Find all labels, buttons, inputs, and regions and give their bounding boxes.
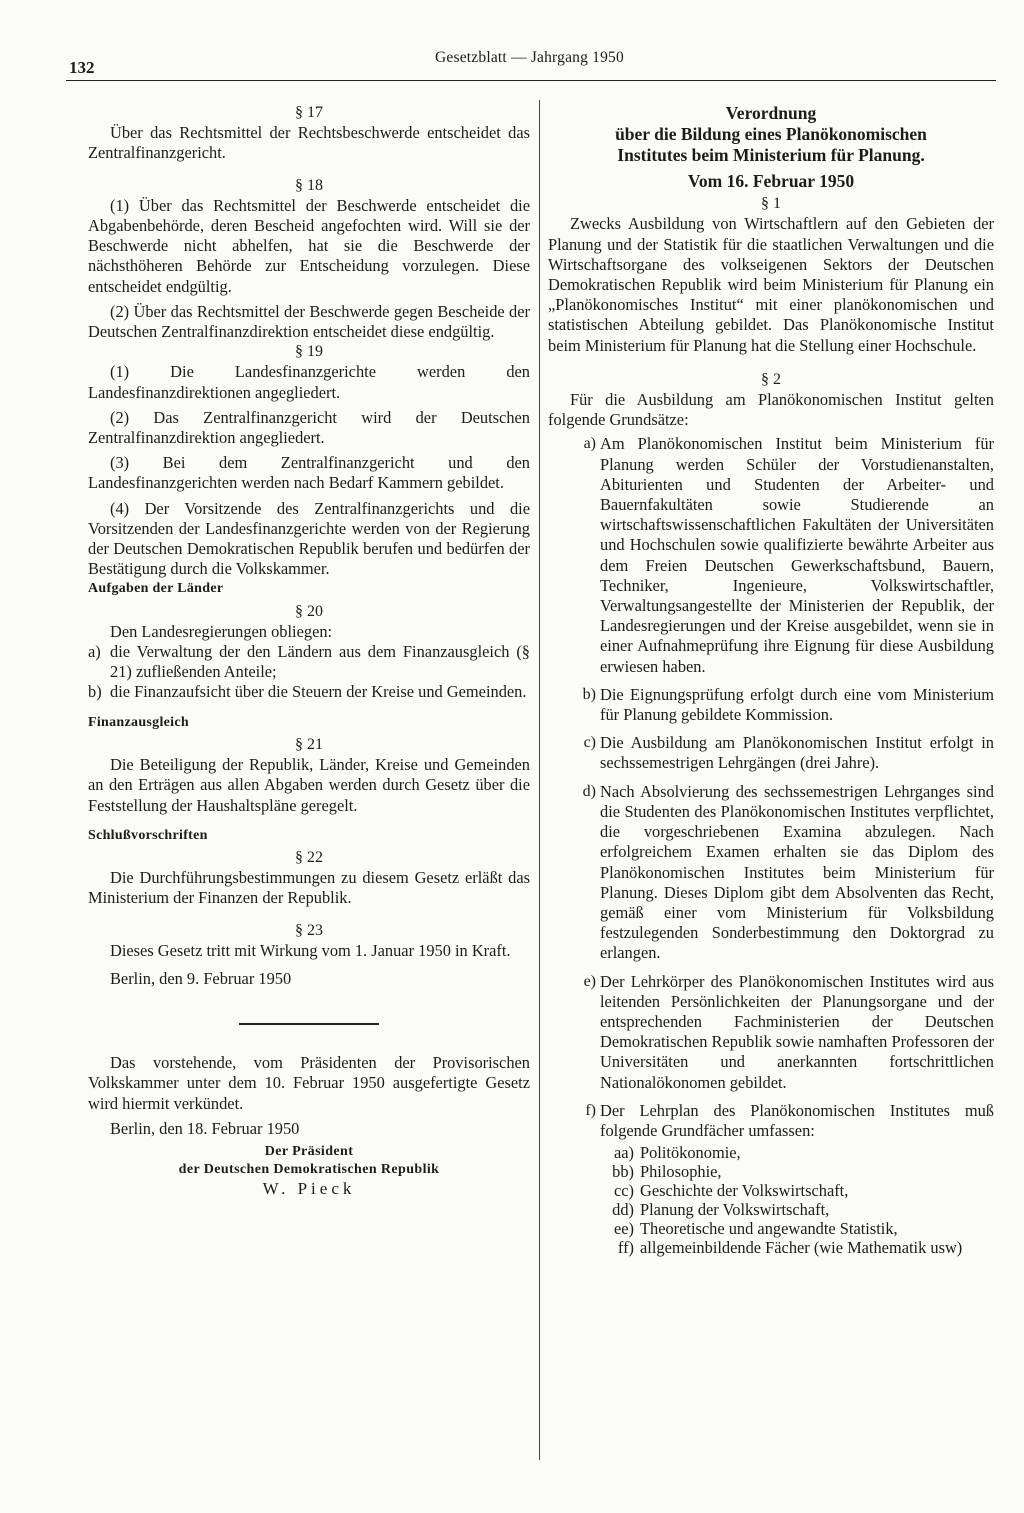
section-17-text: Über das Rechtsmittel der Rechtsbeschwerde entscheidet das Zentralfinanzgericht. — [88, 123, 530, 163]
section-2-intro: Für die Ausbildung am Planökonomischen Institut gelten folgende Grundsätze: — [548, 390, 994, 430]
list-item — [548, 434, 994, 676]
list-marker: e) — [583, 972, 596, 990]
right-column — [548, 103, 994, 1257]
section-20-intro: Den Landesregierungen obliegen: — [110, 621, 333, 641]
left-column — [88, 103, 530, 1199]
sub-list-item-text: Politökonomie, — [640, 1143, 741, 1163]
column-divider — [539, 100, 540, 1460]
sub-list-marker: bb) — [612, 1162, 634, 1182]
section-19-para-2: (2) Das Zentralfinanzgericht wird der Deutschen Zentralfinanzdirektion angegliedert. — [88, 407, 530, 448]
sub-list-marker: aa) — [613, 1143, 634, 1163]
ordinance-title-1: Verordnung — [725, 103, 817, 123]
list-marker: d) — [582, 782, 596, 800]
section-2-title: § 2 — [761, 370, 781, 388]
list-marker: a) — [88, 642, 101, 662]
list-item — [548, 972, 994, 1093]
section-19-para-4: (4) Der Vorsitzende des Zentralfinanzgerichts und die Vorsitzenden der Landesfinanzgerichte werden von der Regierung der Deutschen Demokratischen Republik berufen und bedürfen der Bestätigung durch die Volkskammer. — [88, 498, 530, 579]
sub-list-marker: dd) — [612, 1200, 634, 1220]
signing-date-2: Berlin, den 18. Februar 1950 — [110, 1118, 300, 1138]
section-21-text: Die Beteiligung der Republik, Länder, Kreise und Gemeinden an den Erträgen aus allen Abgaben werden durch Gesetz über die Feststellung der Haushaltspläne geregelt. — [88, 755, 530, 815]
list-item — [548, 685, 994, 725]
section-21-title: § 21 — [295, 735, 323, 753]
ordinance-date: Vom 16. Februar 1950 — [687, 171, 855, 191]
sub-list-marker: ee) — [613, 1219, 634, 1239]
heading-schlussvorschriften: Schlußvorschriften — [88, 827, 208, 843]
section-19-para-1: (1) Die Landesfinanzgerichte werden den Landesfinanzdirektionen angegliedert. — [88, 362, 530, 402]
section-18-para-2: (2) Über das Rechtsmittel der Beschwerde gegen Bescheide der Deutschen Zentralfinanzdirektion entscheidet diese endgültig. — [88, 301, 530, 342]
section-17-title: § 17 — [295, 104, 323, 121]
section-22-text: Die Durchführungsbestimmungen zu diesem Gesetz erläßt das Ministerium der Finanzen der Republik. — [88, 868, 530, 908]
sub-list-item — [588, 1200, 994, 1219]
section-18-para-1: (1) Über das Rechtsmittel der Beschwerde entscheidet die Abgabenbehörde, deren Bescheid angefochten wird. Will sie der Beschwerde nicht abhelfen, hat sie die Beschwerde der nächsthöheren Behörde zur Entscheidung vorzulegen. Diese entscheidet endgültig. — [88, 195, 530, 296]
list-marker: f) — [585, 1101, 596, 1119]
list-marker: a) — [583, 435, 596, 453]
list-item-text: Die Eignungsprüfung erfolgt durch eine vom Ministerium für Planung gebildete Kommission. — [600, 684, 994, 725]
list-marker: b) — [582, 685, 596, 703]
end-rule — [239, 1023, 379, 1025]
sub-list-item-text: Geschichte der Volkswirtschaft, — [640, 1181, 849, 1201]
proclamation-text: Das vorstehende, vom Präsidenten der Provisorischen Volkskammer unter dem 10. Februar 1950 ausgefertigte Gesetz wird hiermit verkündet. — [88, 1053, 530, 1113]
signatory-name: W. Pieck — [262, 1178, 356, 1198]
section-22-title: § 22 — [295, 848, 323, 866]
list-item-text: Die Ausbildung am Planökonomischen Institut erfolgt in sechssemestrigen Lehrgängen (drei Jahre). — [600, 733, 994, 773]
header-rule — [66, 80, 996, 81]
list-item-text: die Finanzaufsicht über die Steuern der Kreise und Gemeinden. — [110, 682, 527, 702]
running-title: Gesetzblatt — Jahrgang 1950 — [435, 49, 624, 66]
section-19-para-3: (3) Bei dem Zentralfinanzgericht und den Landesfinanzgerichten werden nach Bedarf Kammern gebildet. — [88, 453, 530, 493]
sub-list-item — [588, 1238, 994, 1257]
ordinance-title-3: Institutes beim Ministerium für Planung. — [617, 145, 925, 165]
section-19-title: § 19 — [295, 343, 323, 361]
page-number: 132 — [69, 58, 95, 77]
list-marker: b) — [88, 682, 102, 702]
sub-list-marker: cc) — [613, 1181, 634, 1201]
signing-date-1: Berlin, den 9. Februar 1950 — [110, 968, 292, 988]
sub-list-item — [588, 1181, 994, 1200]
heading-aufgaben-der-laender: Aufgaben der Länder — [88, 581, 224, 597]
sub-list-item — [588, 1219, 994, 1238]
heading-finanzausgleich: Finanzausgleich — [88, 714, 189, 730]
list-item — [88, 682, 530, 702]
section-23-text: Dieses Gesetz tritt mit Wirkung vom 1. Januar 1950 in Kraft. — [110, 940, 511, 960]
list-item — [548, 733, 994, 773]
section-20-title: § 20 — [295, 602, 323, 620]
sub-list-item-text: Planung der Volkswirtschaft, — [640, 1200, 830, 1220]
list-item-text: die Verwaltung der den Ländern aus dem Finanzausgleich (§ 21) zufließenden Anteile; — [110, 642, 530, 682]
list-item-text: Am Planökonomischen Institut beim Ministerium für Planung werden Schüler der Vorstudienanstalten, Abiturienten und Studenten der Arbeiter- und Bauernfakultäten sowie Studierende an wirtschaftswissenschaftlichen Fakultäten der Universitäten und Hochschulen sowie qualifizierte bewährte Arbeiter aus dem Freien Deutschen Gewerkschaftsbund, Bauern, Techniker, Ingenieure, Volkswirtschaftler, Verwaltungsangestellte der Ministerien der Republik, der Landesregierungen und der Kreise ausgebildet, wenn sie in einer Aufnahmeprüfung ihre Eignung für diese Ausbildung erwiesen haben. — [600, 434, 994, 676]
list-item-text: Der Lehrkörper des Planökonomischen Institutes wird aus leitenden Persönlichkeiten der Planungsorgane und der entsprechenden Fachministerien der Deutschen Demokratischen Republik sowie namhaften Professoren der Universitäten und anerkannten fortschrittlichen Nationalökonomen gebildet. — [600, 971, 994, 1092]
sub-list-item — [588, 1162, 994, 1181]
sub-list-item-text: Philosophie, — [640, 1162, 722, 1182]
list-item-text: Nach Absolvierung des sechssemestrigen Lehrganges sind die Studenten des Planökonomischen Institutes verpflichtet, die vorgeschriebenen Examina abzulegen. Nach erfolgreichem Examen erhalten sie das Diplom des Planökonomischen Institutes beim Ministerium für Planung. Dieses Diplom gibt dem Absolventen das Recht, gemäß einer vom Ministerium für Volksbildung festzulegenden Sonderbestimmung den Doktorgrad zu erlangen. — [600, 781, 994, 963]
section-23-title: § 23 — [295, 921, 323, 939]
list-item — [548, 1101, 994, 1141]
section-1-text: Zwecks Ausbildung von Wirtschaftlern auf den Gebieten der Planung und der Statistik für die staatlichen Verwaltungen und die Wirtschaftsorgane des volkseigenen Sektors der Deutschen Demokratischen Republik wird beim Ministerium für Planung ein „Planökonomisches Institut“ mit einer planökonomischen und statistischen Abteilung gebildet. Das Planökonomische Institut beim Ministerium für Planung hat die Stellung einer Hochschule. — [548, 214, 994, 355]
signatory-title-2: der Deutschen Demokratischen Republik — [178, 1161, 440, 1177]
sub-list-marker: ff) — [617, 1238, 634, 1258]
sub-list-item-text: allgemeinbildende Fächer (wie Mathematik usw) — [640, 1238, 963, 1258]
list-item — [88, 642, 530, 682]
list-marker: c) — [583, 734, 596, 752]
sub-list-item — [588, 1143, 994, 1162]
ordinance-title-2: über die Bildung eines Planökonomischen — [615, 124, 927, 144]
signatory-title: Der Präsident — [264, 1143, 354, 1159]
section-18-title: § 18 — [295, 176, 323, 194]
sub-list-item-text: Theoretische und angewandte Statistik, — [640, 1219, 898, 1239]
list-item-text: Der Lehrplan des Planökonomischen Institutes muß folgende Grundfächer umfassen: — [600, 1100, 994, 1140]
section-1-title: § 1 — [761, 195, 781, 213]
list-item — [548, 782, 994, 964]
